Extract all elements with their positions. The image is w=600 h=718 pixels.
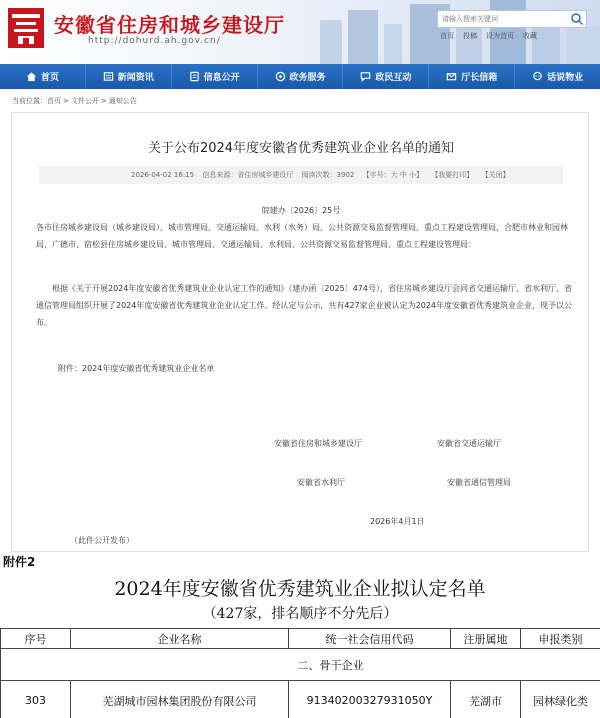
view-count: 阅读次数：3902 (301, 171, 355, 179)
close-link[interactable]: 【关闭】 (481, 171, 510, 179)
quick-links (440, 31, 546, 41)
nav-item-interaction[interactable] (343, 64, 429, 89)
interaction-icon (360, 71, 371, 82)
main-nav (0, 64, 600, 89)
cell-no: 303 (1, 681, 71, 718)
publish-date: 2026-04-02 16:15 (131, 171, 195, 179)
info-icon (189, 71, 200, 82)
document-number: 皖建办〔2026〕25号 (261, 206, 341, 215)
quick-link-submit[interactable]: 投稿 (463, 32, 477, 40)
home-icon (26, 71, 37, 82)
article-meta-bar (39, 166, 563, 184)
signer-housing-dept: 安徽省住房和城乡建设厅 (274, 439, 362, 448)
nav-item-property[interactable] (515, 64, 600, 89)
article-panel (11, 112, 589, 552)
company-table (0, 628, 600, 718)
cell-code: 913402003279310​50Y (289, 681, 451, 718)
attachment-subtitle: （427家，排名顺序不分先后） (202, 606, 398, 622)
quick-link-home[interactable]: 首页 (440, 32, 454, 40)
info-source: 信息来源：省住房城乡建设厅 (202, 171, 294, 179)
table-header-row (1, 629, 600, 649)
section-label: 二、骨干企业 (1, 649, 600, 681)
column-header-category: 申报类别 (521, 629, 600, 649)
breadcrumb-prefix: 当前位置： (12, 97, 47, 105)
attachment-label: 附件2 (3, 555, 36, 569)
breadcrumb (12, 96, 137, 106)
sign-date: 2026年4月1日 (370, 517, 425, 526)
table-section-row (1, 649, 600, 681)
site-banner (0, 0, 600, 64)
nav-item-label: 政务服务 (289, 73, 326, 83)
cell-name: 芜湖城市园林集团股份有限公司 (71, 681, 289, 718)
nav-item-label: 新闻资讯 (117, 73, 154, 83)
nav-item-service[interactable] (258, 64, 344, 89)
quick-link-set-home[interactable]: 设为首页 (486, 32, 514, 40)
quick-link-favorite[interactable]: 收藏 (523, 32, 537, 40)
signer-transport-dept: 安徽省交通运输厅 (437, 439, 501, 448)
breadcrumb-separator: > (63, 97, 69, 105)
column-header-region: 注册属地 (451, 629, 521, 649)
nav-item-mailbox[interactable] (429, 64, 515, 89)
article-title: 关于公布2024年度安徽省优秀建筑业企业名单的通知 (147, 141, 455, 156)
service-icon (275, 71, 286, 82)
site-logo-icon[interactable] (6, 6, 46, 50)
signer-water-dept: 安徽省水利厅 (297, 478, 345, 487)
search-input[interactable] (438, 11, 566, 27)
publish-note: （此件公开发布） (70, 536, 134, 545)
signer-telecom-bureau: 安徽省通信管理局 (447, 478, 511, 487)
font-size-control[interactable]: 【字号：大 中 小】 (362, 171, 424, 179)
nav-item-label: 话说物业 (547, 73, 584, 83)
breadcrumb-separator: > (100, 97, 107, 105)
breadcrumb-item-home[interactable]: 首页 (47, 97, 61, 105)
nav-item-label: 首页 (40, 73, 59, 83)
nav-item-label: 政民互动 (375, 73, 412, 83)
addressee-paragraph: 各市住房城乡建设局（城乡建设局）、城市管理局、交通运输局、水利（水务）局、公共资源交易监督管理局、重点工程建设管理局，合肥市林业和园林局，广德市、宿松县住房城乡建设局、城市管理局、交通运输局、水利局、公共资源交易监督管理局、重点工程建设管理局： (36, 223, 568, 249)
news-icon (103, 71, 114, 82)
column-header-code: 统一社会信用代码 (289, 629, 451, 649)
nav-item-home[interactable] (0, 64, 86, 89)
search-box (437, 10, 587, 28)
nav-item-label: 厅长信箱 (461, 73, 498, 83)
talk-icon (532, 71, 543, 82)
column-header-name: 企业名称 (71, 629, 289, 649)
print-link[interactable]: 【我要打印】 (431, 171, 474, 179)
search-icon[interactable] (570, 12, 584, 26)
breadcrumb-item-notices[interactable]: 通知公告 (108, 97, 137, 105)
nav-item-news[interactable] (86, 64, 172, 89)
site-url: http://dohurd.ah.gov.cn/ (88, 36, 221, 46)
mail-icon (446, 71, 457, 82)
column-header-no: 序号 (1, 629, 71, 649)
nav-item-info[interactable] (172, 64, 258, 89)
nav-item-label: 信息公开 (203, 73, 240, 83)
body-paragraph: 根据《关于开展2024年度安徽省优秀建筑业企业认定工作的通知》（建办函〔2025〕474号），省住房城乡建设厅会同省交通运输厅、省水利厅、省通信管理局组织开展了2024年度安徽省优秀建筑业企业认定工作。经认定与公示，共有427家企业被认定为2024年度安徽省优秀建筑业企业，现予以公布。 (36, 284, 572, 327)
table-row (1, 681, 600, 718)
cell-region: 芜湖市 (451, 681, 521, 718)
cell-category: 园林绿化类 (521, 681, 600, 718)
breadcrumb-item-files[interactable]: 文件公开 (70, 97, 99, 105)
site-title[interactable]: 安徽省住房和城乡建设厅 (54, 13, 285, 37)
attachment-title: 2024年度安徽省优秀建筑业企业拟认定名单 (114, 578, 486, 600)
attachment-link[interactable]: 附件：2024年度安徽省优秀建筑业企业名单 (58, 364, 215, 373)
